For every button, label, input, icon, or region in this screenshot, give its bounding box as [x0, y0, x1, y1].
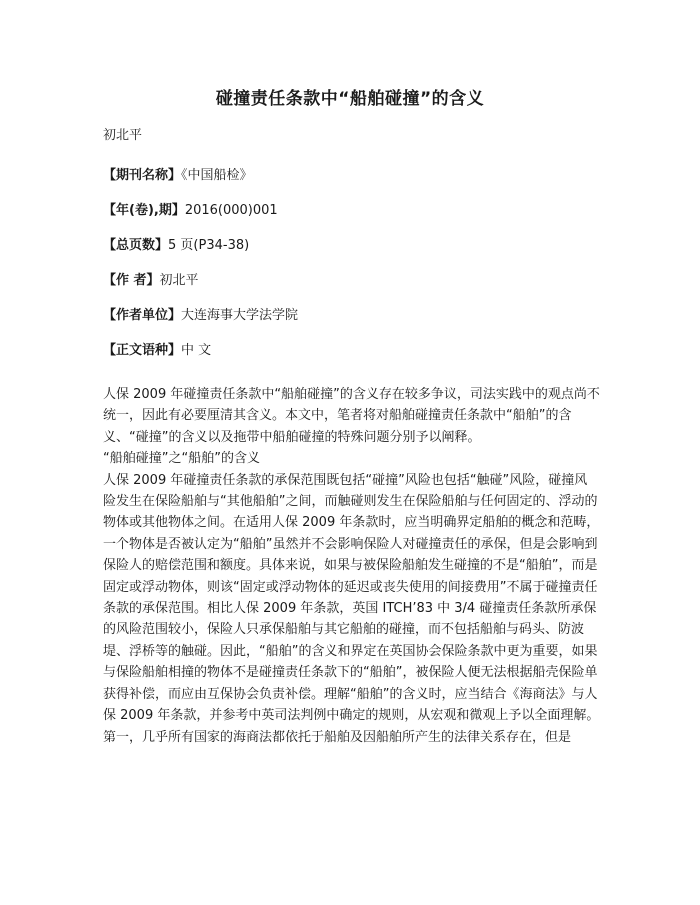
meta-value: 2016(000)001 [184, 203, 278, 218]
meta-value: 5 页(P34-38) [168, 238, 250, 253]
document-title: 碰撞责任条款中“船舶碰撞”的含义 [215, 89, 485, 109]
meta-label: 【年(卷),期】 [103, 203, 185, 218]
meta-label: 【期刊名称】 [103, 168, 182, 183]
paragraph: 第一，几乎所有国家的海商法都依托于船舶及因船舶所产生的法律关系存在，但是 [103, 729, 572, 745]
paragraph: 人保 2009 年碰撞责任条款的承保范围既包括“碰撞”风险也包括“触碰”风险，碰撞风险发生在保险船舶与“其他船舶”之间，而触碰则发生在保险船舶与任何固定的、浮动的物体或其他物体之间。在适用人保 2009 年条款时，应当明确界定船舶的概念和范畴，一个物体是否被认定为“船舶”虽然并不会影响保险人对碰撞责任的承保，但是会影响到保险人的赔偿范围和额度。具体来说，如果与被保险船舶发生碰撞的不是“船舶”，而是固定或浮动物体，则该“固定或浮动物体的延迟或丧失使用的间接费用”不属于碰撞责任条款的承保范围。相比人保 2009 年条款，英国 ITCH’83 中 3/4 碰撞责任条款所承保的风险范围较小，保险人只承保船舶与其它船舶的碰撞，而不包括船舶与码头、防波堤、浮桥等的触碰。因此，“船舶”的含义和界定在英国协会保险条款中更为重要，如果与保险船舶相撞的物体不是碰撞责任条款下的“船舶”，被保险人便无法根据船壳保险单获得补偿，而应由互保协会负责补偿。理解“船舶”的含义时，应当结合《海商法》与人保 2009 年条款，并参考中英司法判例中确定的规则，从宏观和微观上予以全面理解。 [103, 472, 600, 724]
article-body [103, 384, 600, 748]
meta-journal [103, 164, 253, 183]
meta-label: 【正文语种】 [103, 343, 182, 358]
meta-language [103, 339, 211, 358]
meta-value: 大连海事大学法学院 [181, 308, 299, 323]
section-heading: “船舶碰撞”之“船舶”的含义 [103, 451, 260, 467]
meta-affiliation [103, 304, 298, 323]
meta-value: 初北平 [159, 273, 199, 288]
author-name: 初北平 [103, 128, 143, 143]
meta-pages [103, 234, 249, 253]
meta-value: 中 文 [181, 343, 212, 358]
paragraph: 人保 2009 年碰撞责任条款中“船舶碰撞”的含义存在较多争议，司法实践中的观点尚不统一，因此有必要厘清其含义。本文中，笔者将对船舶碰撞责任条款中“船舶”的含义、“碰撞”的含义以及拖带中船舶碰撞的特殊问题分别予以阐释。 [103, 387, 600, 445]
meta-value: 《中国船检》 [181, 168, 253, 183]
meta-label: 【总页数】 [103, 238, 169, 253]
meta-label: 【作 者】 [103, 273, 160, 288]
meta-author [103, 269, 199, 288]
meta-volume-issue [103, 199, 278, 218]
meta-label: 【作者单位】 [103, 308, 182, 323]
